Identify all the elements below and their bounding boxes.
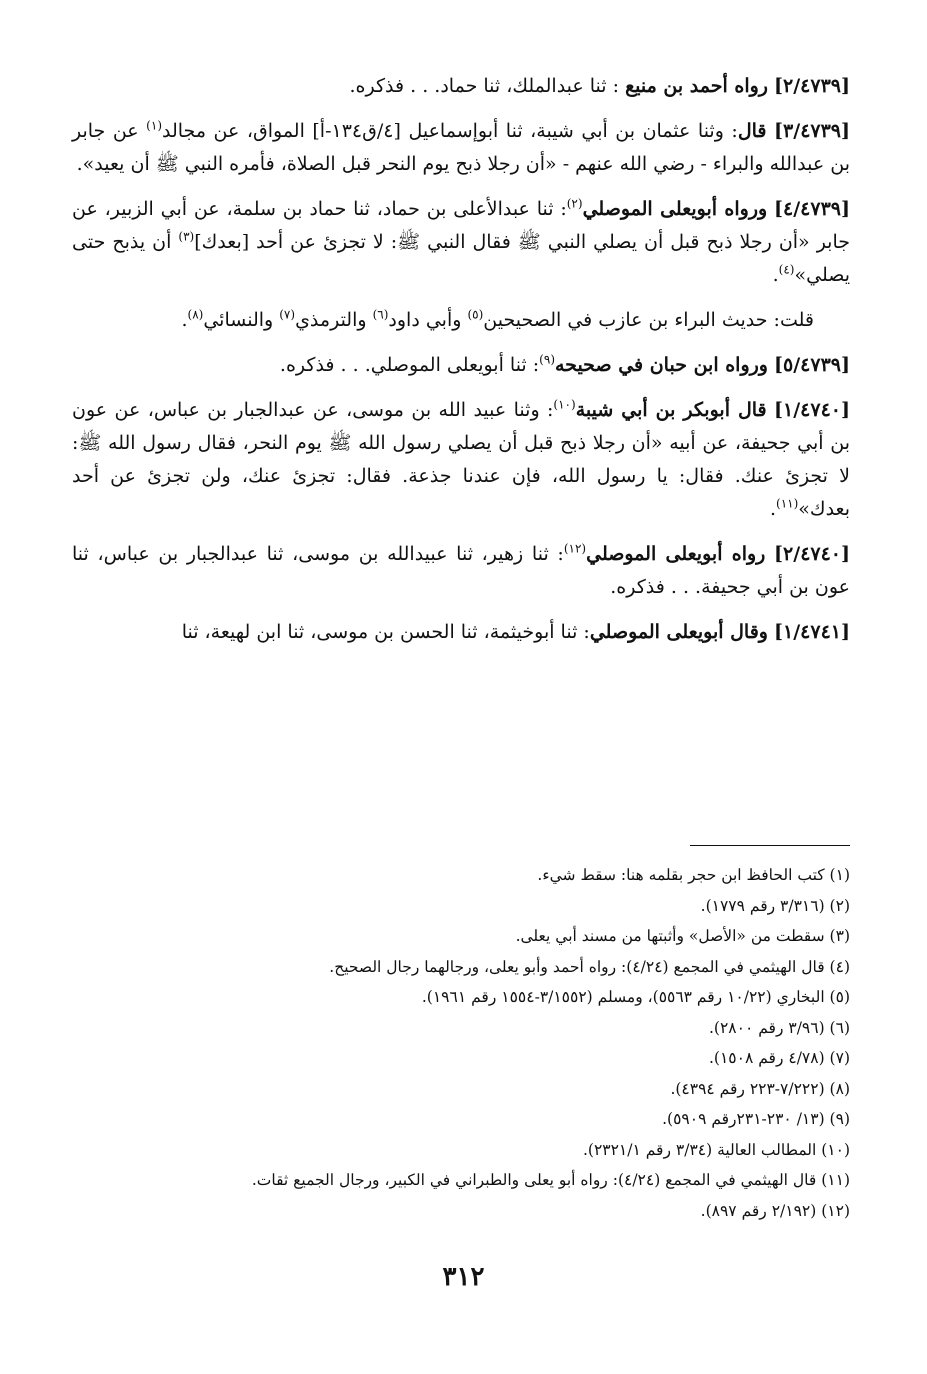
paragraph-text: وأبي داود (388, 309, 468, 331)
hadith-ref: [١/٤٧٤١] (774, 621, 850, 643)
footnote-marker[interactable]: (١١) (776, 496, 799, 511)
narrator-lead: رواه أحمد بن منيع (625, 75, 768, 97)
footnote-10: (١٠) المطالب العالية (٣/٣٤ رقم ٢٣٢١/١). (582, 1140, 850, 1159)
paragraph-1-4741 (72, 616, 850, 649)
paragraph-text: : ثنا زهير، ثنا عبيدالله بن موسى، ثنا عبدالجبار بن عباس، ثنا عون بن أبي جحيفة. . . فذكره. (72, 543, 850, 598)
narrator-lead: ورواه ابن حبان في صحيحه (555, 354, 768, 376)
footnote-marker[interactable]: (٥) (467, 307, 484, 322)
footnote-marker[interactable]: (٤) (778, 262, 795, 277)
paragraph-text: : وثنا عبيد الله بن موسى، عن عبدالجبار بن عباس، عن عون بن أبي جحيفة، عن أبيه «أن رجلا ذبح قبل أن يصلي رسول الله ﷺ يوم النحر، فقال رسول الله ﷺ: لا تجزئ عنك. فقال: يا رسول الله، فإن عندنا جذعة. فقال: تجزئ عنك، ولن تجزئ عن أحد بعدك» (72, 399, 850, 520)
hadith-ref: [١/٤٧٤٠] (774, 399, 850, 421)
narrator-lead: قال (737, 120, 767, 142)
paragraph-text: أن يذبح حتى يصلي» (72, 231, 850, 286)
paragraph-text: عن جابر بن عبدالله والبراء - رضي الله عنهم - «أن رجلا ذبح يوم النحر قبل الصلاة، فأمره النبي ﷺ أن يعيد». (72, 120, 850, 175)
hadith-ref: [٤/٤٧٣٩] (774, 198, 850, 220)
paragraph-text: والنسائي (203, 309, 280, 331)
footnote-5: (٥) البخاري (١٠/٢٢ رقم ٥٥٦٣)، ومسلم (٣/١٥٥٢-١٥٥٤ رقم ١٩٦١). (421, 988, 850, 1006)
footnote-marker[interactable]: (٢) (566, 196, 583, 211)
paragraph-text: : ثنا عبدالملك، ثنا حماد. . . فذكره. (349, 75, 626, 97)
paragraph-comment (72, 304, 850, 337)
footnote-11: (١١) قال الهيثمي في المجمع (٤/٢٤): رواه أبو يعلى والطبراني في الكبير، ورجال الجميع ثقات. (251, 1171, 850, 1189)
footnote-marker[interactable]: (١) (146, 118, 162, 133)
footnote-marker[interactable]: (٦) (372, 307, 389, 322)
footnotes (72, 860, 850, 1226)
footnote-divider (690, 845, 850, 846)
paragraph-text: والترمذي (295, 309, 373, 331)
narrator-lead: وقال أبويعلى الموصلي (589, 621, 768, 643)
paragraph-4-4739 (72, 193, 850, 292)
footnote-6: (٦) (٣/٩٦ رقم ٢٨٠٠). (709, 1018, 850, 1037)
footnote-9: (٩) (١٣/ ٢٣٠-٢٣١رقم ٥٩٠٩). (662, 1110, 850, 1128)
page-number: ٣١٢ (442, 1262, 485, 1292)
main-text (72, 70, 850, 661)
paragraph-5-4739 (72, 349, 850, 382)
footnote-3: (٣) سقطت من «الأصل» وأثبتها من مسند أبي يعلى. (515, 927, 850, 945)
paragraph-3-4739 (72, 115, 850, 181)
hadith-ref: [٢/٤٧٣٩] (774, 75, 850, 97)
paragraph-text: . (772, 264, 779, 286)
paragraph-1-4740 (72, 394, 850, 526)
footnote-1: (١) كتب الحافظ ابن حجر بقلمه هنا: سقط شيء. (537, 866, 850, 884)
footnote-12: (١٢) (٢/١٩٢ رقم ٨٩٧). (700, 1201, 850, 1220)
paragraph-2-4739 (72, 70, 850, 103)
paragraph-text: قلت: حديث البراء بن عازب في الصحيحين (483, 309, 814, 331)
footnote-4: (٤) قال الهيثمي في المجمع (٤/٢٤): رواه أحمد وأبو يعلى، ورجالهما رجال الصحيح. (329, 957, 850, 976)
footnote-marker[interactable]: (١٢) (563, 541, 587, 556)
paragraph-text: : ثنا عبدالأعلى بن حماد، ثنا حماد بن سلمة، عن أبي الزبير، عن جابر «أن رجلا ذبح قبل أن يصلي النبي ﷺ فقال النبي ﷺ: لا تجزئ عن أحد [بعدك] (72, 198, 850, 253)
footnote-marker[interactable]: (١٠) (553, 397, 576, 412)
narrator-lead: ورواه أبويعلى الموصلي (582, 198, 768, 220)
paragraph-text: : ثنا أبويعلى الموصلي. . . فذكره. (279, 354, 540, 376)
footnote-8: (٨) (٧/٢٢٢-٢٢٣ رقم ٤٣٩٤). (670, 1079, 850, 1098)
footnote-marker[interactable]: (٩) (539, 352, 555, 367)
paragraph-text: : وثنا عثمان بن أبي شيبة، ثنا أبوإسماعيل [٤/ق١٣٤-أ] المواق، عن مجالد (162, 120, 738, 142)
narrator-lead: رواه أبويعلى الموصلي (586, 543, 766, 565)
paragraph-text: . (769, 498, 777, 520)
footnote-7: (٧) (٤/٧٨ رقم ١٥٠٨). (709, 1049, 850, 1067)
hadith-ref: [٣/٤٧٣٩] (774, 120, 851, 142)
footnote-marker[interactable]: (٨) (187, 307, 204, 322)
footnote-marker[interactable]: (٧) (279, 307, 296, 322)
paragraph-2-4740 (72, 538, 850, 604)
footnote-marker[interactable]: (٣) (178, 229, 195, 244)
footnote-2: (٢) (٣/٣١٦ رقم ١٧٧٩). (700, 896, 850, 915)
hadith-ref: [٢/٤٧٤٠] (774, 543, 851, 565)
paragraph-text: . (181, 309, 188, 331)
paragraph-text: : ثنا أبوخيثمة، ثنا الحسن بن موسى، ثنا ابن لهيعة، ثنا (181, 621, 590, 643)
hadith-ref: [٥/٤٧٣٩] (774, 354, 850, 376)
narrator-lead: قال أبوبكر بن أبي شيبة (575, 399, 767, 421)
